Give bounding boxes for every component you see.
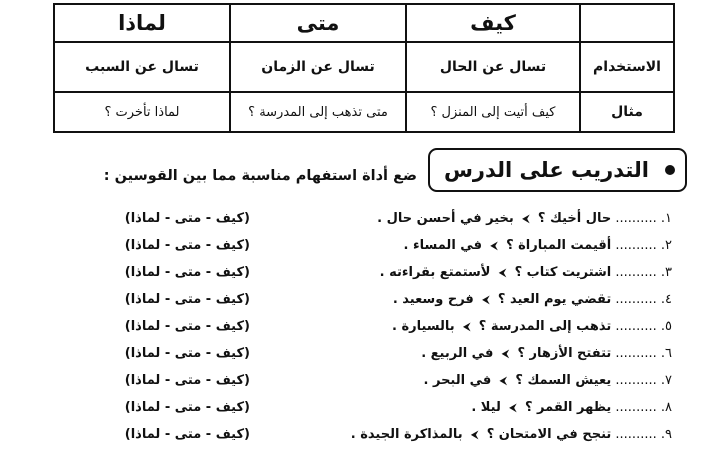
instruction-colon: : <box>103 168 110 184</box>
exercise-row <box>0 397 719 424</box>
arrow-left-icon: ⮜ <box>470 428 479 441</box>
section-title-box <box>428 148 687 192</box>
table-corner-cell <box>580 4 674 42</box>
arrow-left-icon: ⮜ <box>501 347 510 360</box>
exercise-list <box>0 208 719 451</box>
answer-text: بالمذاكرة الجيدة . <box>350 427 463 442</box>
answer-text: ليلا . <box>471 400 501 415</box>
question-text: تذهب إلى المدرسة ؟ <box>478 319 612 334</box>
header-limatha: لماذا <box>54 4 230 42</box>
exercise-number: ٣. <box>660 265 672 280</box>
choice-options: (كيف - متى - لماذا) <box>124 400 250 415</box>
exercise-question <box>252 292 672 307</box>
answer-blank[interactable]: .......... <box>615 211 657 226</box>
answer-text: بالسيارة . <box>391 319 455 334</box>
table-usage-row <box>54 42 674 92</box>
answer-blank[interactable]: .......... <box>615 346 657 361</box>
exercise-question <box>252 238 672 253</box>
table-example-row <box>54 92 674 132</box>
exercise-number: ٧. <box>660 373 672 388</box>
exercise-question <box>252 346 672 361</box>
exercise-number: ٤. <box>660 292 672 307</box>
exercise-row <box>0 289 719 316</box>
exercise-question <box>252 427 672 442</box>
exercise-question <box>252 319 672 334</box>
arrow-left-icon: ⮜ <box>498 266 507 279</box>
arrow-left-icon: ⮜ <box>490 239 498 252</box>
example-cell-limatha: لماذا تأخرت ؟ <box>54 92 230 132</box>
question-text: تقضي يوم العيد ؟ <box>497 292 612 307</box>
exercise-number: ١. <box>660 211 672 226</box>
exercise-number: ٩. <box>660 427 672 442</box>
answer-blank[interactable]: .......... <box>615 427 657 442</box>
exercise-row <box>0 343 719 370</box>
question-text: أقيمت المباراة ؟ <box>506 238 612 253</box>
usage-cell-limatha: تسال عن السبب <box>54 42 230 92</box>
exercise-number: ٨. <box>660 400 672 415</box>
example-cell-mata: متى تذهب إلى المدرسة ؟ <box>230 92 406 132</box>
answer-text: فرح وسعيد . <box>392 292 474 307</box>
answer-text: في البحر . <box>423 373 492 388</box>
exercise-number: ٢. <box>660 238 672 253</box>
table-header-row <box>54 4 674 42</box>
answer-text: لأستمتع بقراءته . <box>379 265 491 280</box>
header-kayfa: كيف <box>406 4 580 42</box>
exercise-row <box>0 424 719 451</box>
answer-blank[interactable]: .......... <box>615 265 657 280</box>
choice-options: (كيف - متى - لماذا) <box>124 238 250 253</box>
example-cell-kayfa: كيف أتيت إلى المنزل ؟ <box>406 92 580 132</box>
usage-cell-kayfa: تسال عن الحال <box>406 42 580 92</box>
choice-options: (كيف - متى - لماذا) <box>124 319 250 334</box>
arrow-left-icon: ⮜ <box>499 374 508 387</box>
usage-cell-mata: تسال عن الزمان <box>230 42 406 92</box>
answer-text: في المساء . <box>403 238 482 253</box>
exercise-row <box>0 262 719 289</box>
exercise-question <box>252 265 672 280</box>
choice-options: (كيف - متى - لماذا) <box>124 427 250 442</box>
arrow-left-icon: ⮜ <box>509 401 517 414</box>
exercise-question <box>252 211 672 226</box>
section-title: التدريب على الدرس <box>443 158 649 182</box>
answer-text: بخير في أحسن حال . <box>377 211 514 226</box>
answer-blank[interactable]: .......... <box>615 292 657 307</box>
question-text: تنجح في الامتحان ؟ <box>486 427 612 442</box>
exercise-row <box>0 370 719 397</box>
arrow-left-icon: ⮜ <box>521 212 530 225</box>
exercise-number: ٥. <box>660 319 672 334</box>
answer-blank[interactable]: .......... <box>615 400 657 415</box>
exercise-row <box>0 235 719 262</box>
choice-options: (كيف - متى - لماذا) <box>124 265 250 280</box>
arrow-left-icon: ⮜ <box>462 320 471 333</box>
choice-options: (كيف - متى - لماذا) <box>124 346 250 361</box>
choice-options: (كيف - متى - لماذا) <box>124 373 250 388</box>
question-text: يعيش السمك ؟ <box>515 373 612 388</box>
answer-blank[interactable]: .......... <box>615 373 657 388</box>
answer-blank[interactable]: .......... <box>615 319 657 334</box>
answer-text: في الربيع . <box>421 346 494 361</box>
example-row-label: مثال <box>580 92 674 132</box>
exercise-question <box>252 373 672 388</box>
arrow-left-icon: ⮜ <box>481 293 490 306</box>
usage-row-label: الاستخدام <box>580 42 674 92</box>
question-text: حال أخيك ؟ <box>537 211 612 226</box>
instruction-line <box>77 168 417 184</box>
exercise-number: ٦. <box>660 346 672 361</box>
exercise-row <box>0 208 719 235</box>
header-mata: متى <box>230 4 406 42</box>
choice-options: (كيف - متى - لماذا) <box>124 292 250 307</box>
exercise-row <box>0 316 719 343</box>
question-text: اشتريت كتاب ؟ <box>514 265 612 280</box>
answer-blank[interactable]: .......... <box>615 238 657 253</box>
bullet-icon <box>665 165 675 175</box>
question-text: تتفتح الأزهار ؟ <box>517 346 612 361</box>
exercise-question <box>252 400 672 415</box>
question-words-table <box>53 3 675 133</box>
choice-options: (كيف - متى - لماذا) <box>124 211 250 226</box>
instruction-text: ضع أداة استفهام مناسبة مما بين القوسين <box>114 168 417 184</box>
question-text: يظهر القمر ؟ <box>524 400 612 415</box>
